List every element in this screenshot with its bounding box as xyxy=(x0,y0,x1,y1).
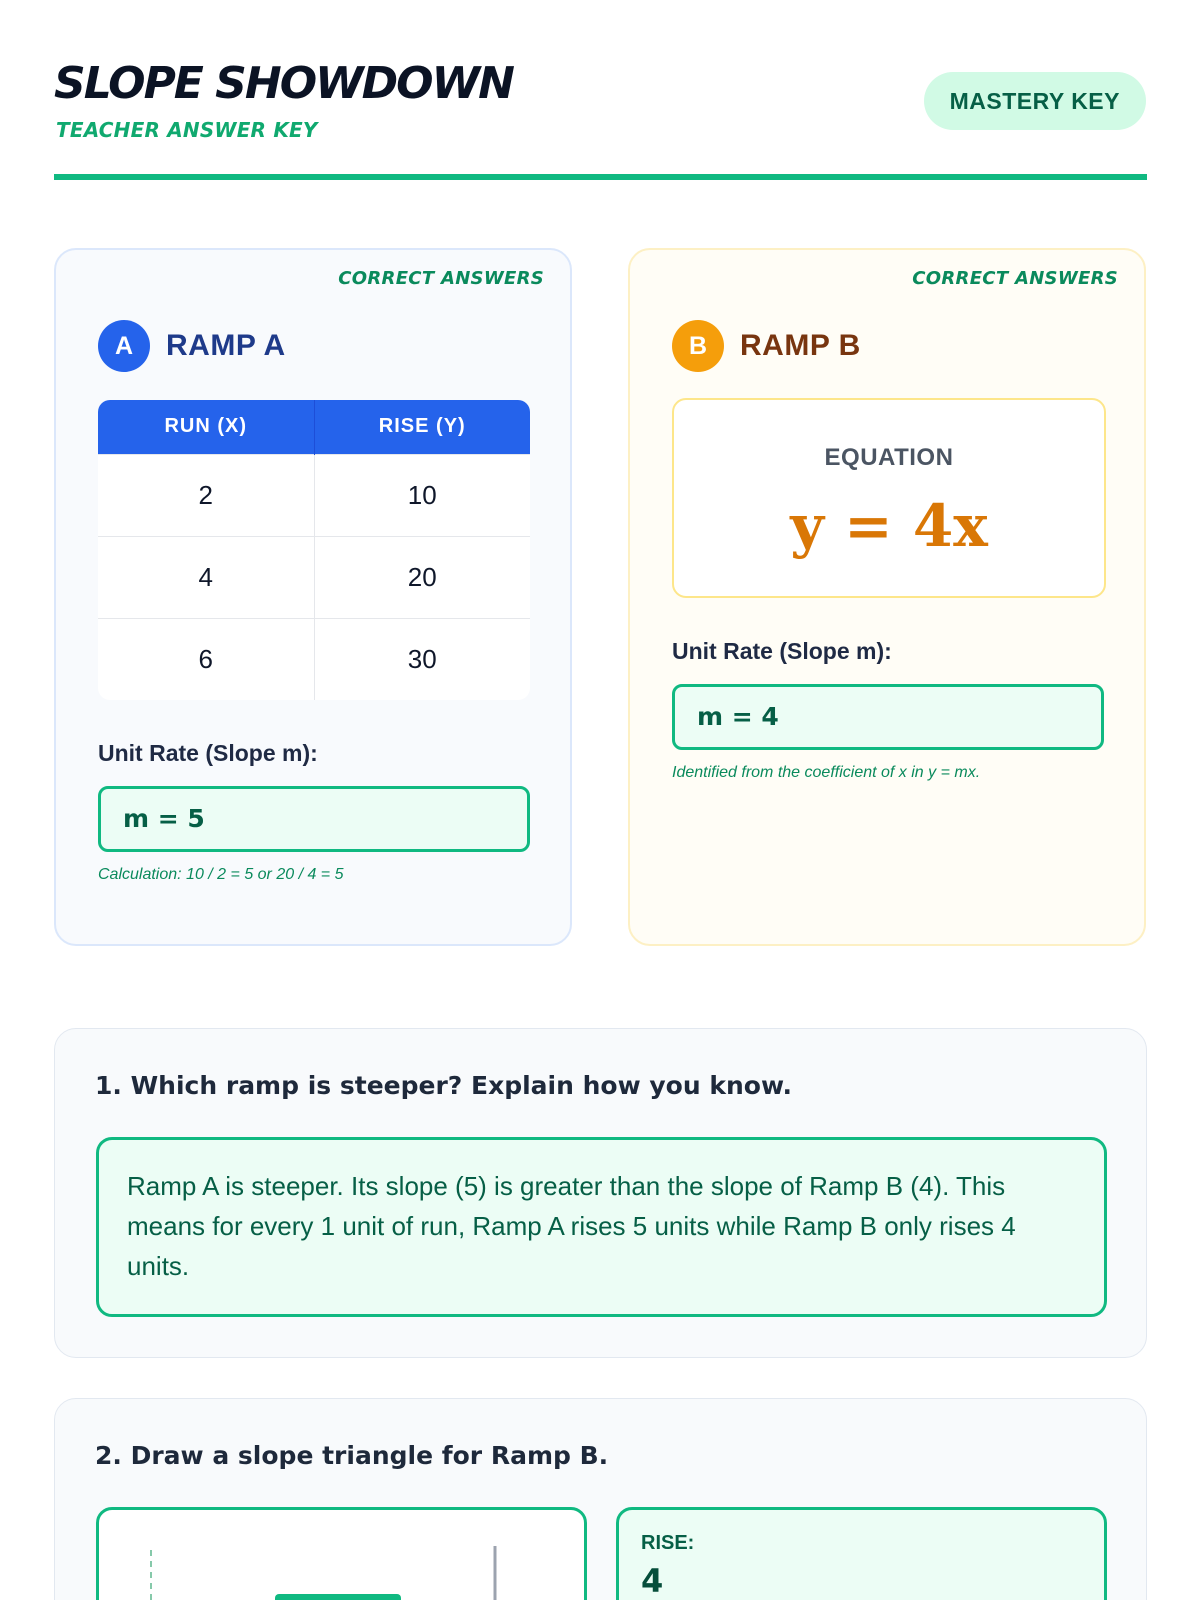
ramp-a-title: RAMP A xyxy=(166,329,286,362)
table-row xyxy=(98,454,530,536)
column-header-run: RUN (X) xyxy=(98,400,314,454)
table-cell-run: 4 xyxy=(98,536,314,618)
coefficient-note: Identified from the coefficient of x in y = mx. xyxy=(672,764,981,781)
ramp-b-letter-badge: B xyxy=(672,320,724,372)
correct-answers-tag: CORRECT ANSWERS xyxy=(912,268,1118,289)
header-divider xyxy=(54,174,1147,180)
table-cell-rise: 30 xyxy=(314,618,530,700)
unit-rate-label: Unit Rate (Slope m): xyxy=(672,638,892,664)
question-1-answer: Ramp A is steeper. Its slope (5) is greater than the slope of Ramp B (4). This means for every 1 unit of run, Ramp A rises 5 units while Ramp B only rises 4 units. xyxy=(96,1137,1107,1317)
page-subtitle: TEACHER ANSWER KEY xyxy=(56,118,318,142)
rise-value: 4 xyxy=(641,1562,664,1600)
question-1-prompt: 1. Which ramp is steeper? Explain how you know. xyxy=(95,1071,792,1100)
table-row xyxy=(98,536,530,618)
unit-rate-answer-field: m = 5 xyxy=(98,786,530,852)
question-2-card xyxy=(54,1398,1147,1600)
ramp-b-heading xyxy=(672,320,861,372)
calculation-note: Calculation: 10 / 2 = 5 or 20 / 4 = 5 xyxy=(98,866,344,883)
ramp-a-heading xyxy=(98,320,286,372)
equation-value: y = 4x xyxy=(790,492,988,560)
slope-triangle-graph xyxy=(96,1507,587,1600)
table-cell-run: 6 xyxy=(98,618,314,700)
unit-rate-label: Unit Rate (Slope m): xyxy=(98,740,318,766)
triangle-run-segment xyxy=(275,1594,401,1600)
table-row xyxy=(98,618,530,700)
rise-label: RISE: xyxy=(641,1532,695,1554)
correct-answers-tag: CORRECT ANSWERS xyxy=(338,268,544,289)
mastery-key-badge: MASTERY KEY xyxy=(924,72,1146,130)
table-cell-rise: 20 xyxy=(314,536,530,618)
run-rise-table xyxy=(98,400,530,700)
table-cell-run: 2 xyxy=(98,454,314,536)
equation-box xyxy=(672,398,1106,598)
rise-answer-box xyxy=(616,1507,1107,1600)
column-header-rise: RISE (Y) xyxy=(314,400,530,454)
ramp-b-card xyxy=(628,248,1146,946)
table-cell-rise: 10 xyxy=(314,454,530,536)
page-title: SLOPE SHOWDOWN xyxy=(54,58,513,109)
question-2-prompt: 2. Draw a slope triangle for Ramp B. xyxy=(95,1441,609,1470)
ramp-b-title: RAMP B xyxy=(740,329,861,362)
ramp-a-card xyxy=(54,248,572,946)
equation-label: EQUATION xyxy=(824,444,954,471)
ramp-a-letter-badge: A xyxy=(98,320,150,372)
unit-rate-answer-field: m = 4 xyxy=(672,684,1104,750)
question-1-card xyxy=(54,1028,1147,1358)
header xyxy=(54,56,1146,180)
slope-triangle-drawing xyxy=(99,1510,587,1600)
